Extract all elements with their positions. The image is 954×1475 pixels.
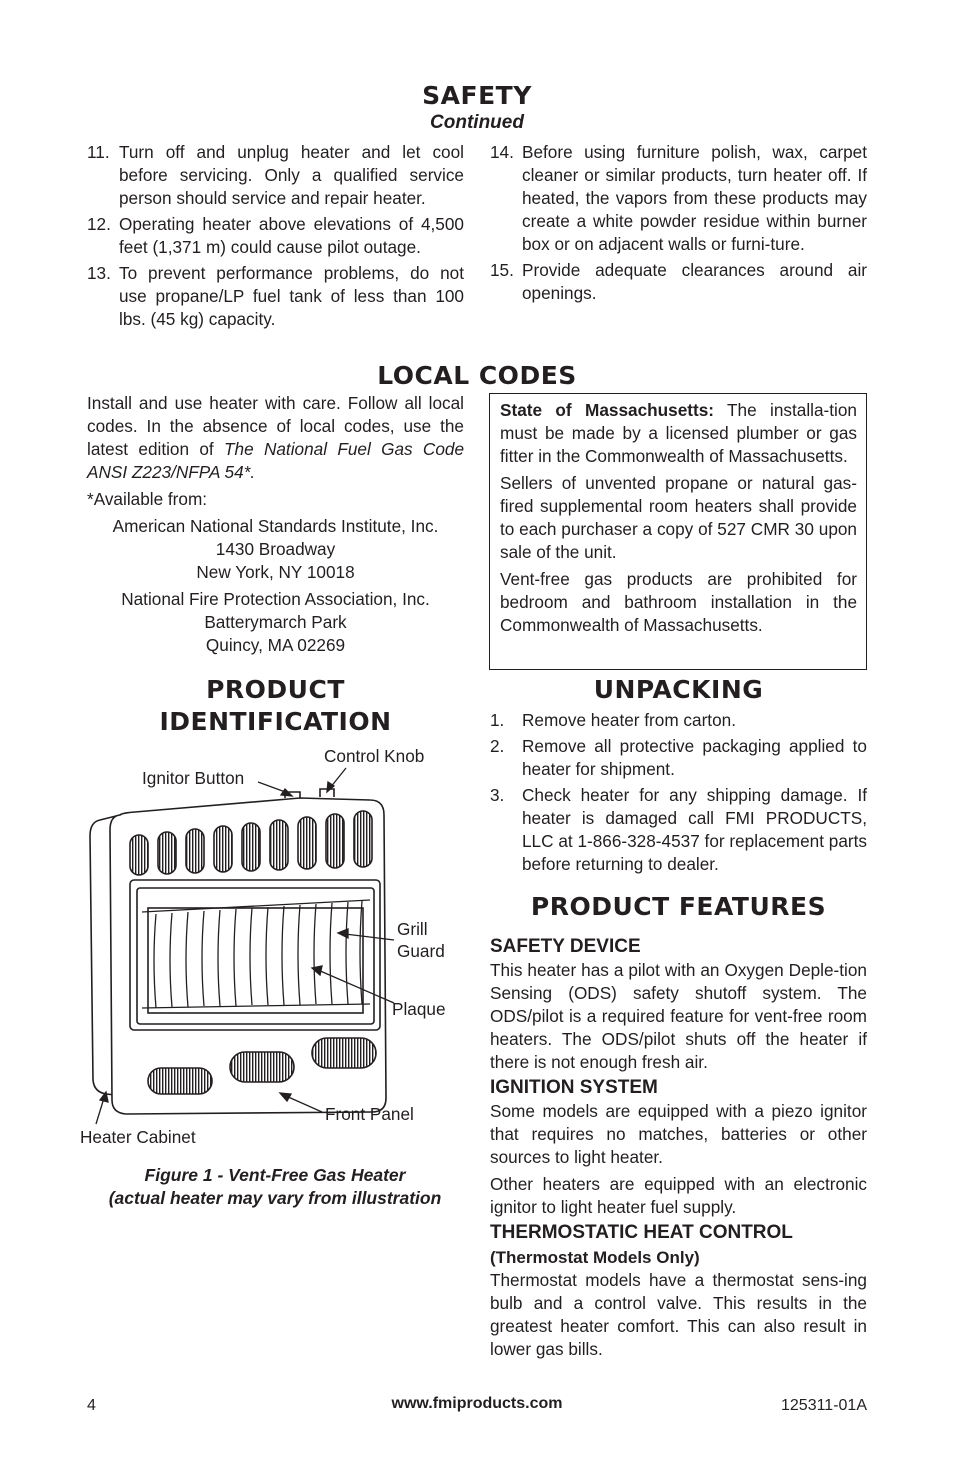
label-grill-line1: Grill [397,919,428,939]
footer-url: www.fmiproducts.com [391,1395,563,1412]
available-from: *Available from: [87,489,208,509]
item-number: 15. [490,260,514,280]
item-text: To prevent performance problems, do not use propane/LP fuel tank of less than 100 lbs. (45 kg) capacity. [119,263,464,329]
thermostatic-text: Thermostat models have a thermostat sens-ing bulb and a control valve. This results in the greatest heater comfort. This can also result in lower gas bills. [490,1270,867,1359]
address-ansi [87,515,464,584]
address-line: Quincy, MA 02269 [205,635,346,655]
item-text: Before using furniture polish, wax, carpet cleaner or similar products, turn heater off. If heated, the vapors from these products may create a white powder residue within burner box or on adjacent walls or furni-ture. [522,142,867,254]
address-line: New York, NY 10018 [196,562,355,582]
item-number: 2. [490,736,505,756]
ignition-system-heading: IGNITION SYSTEM [490,1077,658,1098]
ignition-text-2: Other heaters are equipped with an electronic ignitor to light heater fuel supply. [490,1174,867,1217]
list-item [490,141,867,256]
product-id-heading-line2: IDENTIFICATION [159,707,392,736]
figure-caption [80,1164,470,1210]
address-line: American National Standards Institute, Inc. [112,516,439,536]
label-control-knob: Control Knob [324,746,425,766]
item-text: Provide adequate clearances around air openings. [522,260,867,303]
local-codes-left [87,392,464,657]
notice-text: The installa-tion must be made by a licensed plumber or gas fitter in the Commonwealth of Massachusetts. [500,400,857,466]
list-item [87,262,464,331]
safety-device-heading: SAFETY DEVICE [490,936,641,957]
address-nfpa [87,588,464,657]
safety-list-right [490,141,867,305]
notice-paragraph: Sellers of unvented propane or natural gas-fired supplemental room heaters shall provide to each purchaser a copy of 527 CMR 30 upon sale of the unit. [500,473,857,562]
label-grill-line2: Guard [397,941,445,961]
product-features-heading: PRODUCT FEATURES [530,892,827,921]
list-item [490,735,867,781]
address-line: National Fire Protection Association, Inc. [121,589,430,609]
address-line: Batterymarch Park [204,612,347,632]
ignition-text-1: Some models are equipped with a piezo ignitor that requires no matches, batteries or other sources to light heater. [490,1101,867,1167]
label-ignitor-button: Ignitor Button [142,768,245,788]
thermostatic-heading: THERMOSTATIC HEAT CONTROL [490,1222,793,1243]
intro-code-title: The National Fuel Gas Code ANSI Z223/NFPA 54*. [87,439,464,482]
safety-list-left [87,141,464,331]
label-plaque: Plaque [392,999,446,1019]
item-number: 11. [87,142,110,162]
product-features-body [490,935,867,1361]
intro-text: Install and use heater with care. Follow all local codes. In the absence of local codes, use the latest edition of [87,393,464,459]
product-id-heading-line1: PRODUCT [206,675,345,704]
item-number: 1. [490,710,505,730]
local-codes-heading: LOCAL CODES [377,361,577,390]
item-text: Remove heater from carton. [522,710,736,730]
item-number: 13. [87,263,111,283]
unpacking-heading: UNPACKING [593,675,764,704]
list-item [87,141,464,210]
safety-subtitle: Continued [430,112,524,133]
notice-paragraph: Vent-free gas products are prohibited for bedroom and bathroom installation in the Commonwealth of Massachusetts. [500,569,857,635]
massachusetts-notice-box [489,393,867,670]
caption-line: (actual heater may vary from illustration [108,1188,442,1208]
local-codes-intro [87,392,464,484]
item-number: 14. [490,142,514,162]
thermostat-models-note: (Thermostat Models Only) [490,1248,700,1267]
item-text: Turn off and unplug heater and let cool before servicing. Only a qualified service person should service and repair heater. [119,142,464,208]
safety-heading: SAFETY [422,81,532,110]
list-item [87,213,464,259]
address-line: 1430 Broadway [215,539,336,559]
item-number: 3. [490,785,505,805]
page-number: 4 [87,1397,96,1414]
caption-line: Figure 1 - Vent-Free Gas Heater [144,1165,406,1185]
list-item [490,709,867,732]
document-number: 125311-01A [781,1397,867,1414]
list-item [490,784,867,876]
notice-state-label: State of Massachusetts: [500,400,714,420]
item-text: Check heater for any shipping damage. If heater is damaged call FMI PRODUCTS, LLC at 1-866-328-4537 for replacement parts before returning to dealer. [522,785,867,874]
unpacking-list [490,709,867,876]
label-heater-cabinet: Heater Cabinet [80,1127,196,1147]
safety-device-text: This heater has a pilot with an Oxygen Deple-tion Sensing (ODS) safety shutoff system. The ODS/pilot is a required feature for vent-free room heaters. The ODS/pilot shuts off the heater if there is not enough fresh air. [490,960,867,1072]
item-text: Operating heater above elevations of 4,500 feet (1,371 m) could cause pilot outage. [119,214,464,257]
item-number: 12. [87,214,111,234]
label-front-panel: Front Panel [325,1104,414,1124]
notice-paragraph [500,399,857,468]
list-item [490,259,867,305]
item-text: Remove all protective packaging applied to heater for shipment. [522,736,867,779]
